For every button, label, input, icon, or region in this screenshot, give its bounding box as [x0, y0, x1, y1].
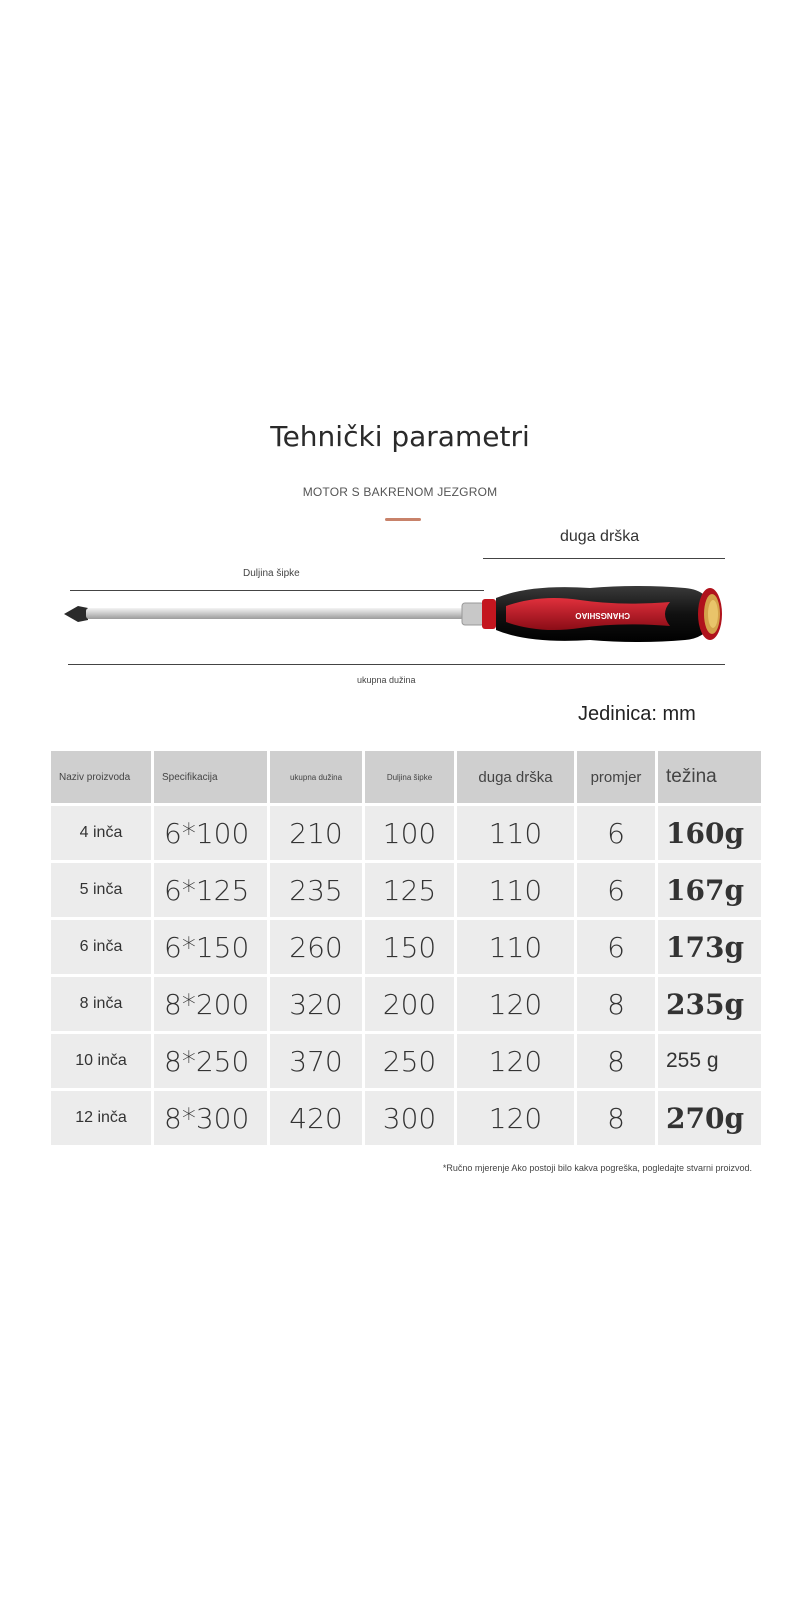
cell-spec: 8*200	[154, 977, 267, 1031]
ferrule	[462, 603, 484, 625]
cell-weight: 167g	[658, 863, 761, 917]
page-subtitle: MOTOR S BAKRENOM JEZGROM	[302, 485, 498, 499]
cell-handle: 110	[457, 806, 574, 860]
unit-label: Jedinica: mm	[578, 703, 696, 725]
cell-name: 10 inča	[51, 1034, 151, 1088]
cell-diameter: 6	[577, 920, 655, 974]
total-length-label: ukupna dužina	[357, 675, 416, 685]
cell-diameter: 6	[577, 806, 655, 860]
cell-name: 12 inča	[51, 1091, 151, 1145]
table-row	[51, 920, 761, 974]
handle-length-label: duga drška	[560, 528, 640, 545]
screwdriver-image	[60, 578, 740, 658]
cell-diameter: 6	[577, 863, 655, 917]
cell-handle: 110	[457, 863, 574, 917]
cell-weight: 270g	[658, 1091, 761, 1145]
accent-divider	[385, 518, 421, 521]
shaft	[86, 608, 464, 619]
cell-total: 370	[270, 1034, 362, 1088]
table-row	[51, 806, 761, 860]
table-row	[51, 1034, 761, 1088]
cell-shaft: 125	[365, 863, 454, 917]
cell-handle: 120	[457, 1091, 574, 1145]
cell-spec: 8*250	[154, 1034, 267, 1088]
header-handle-length: duga drška	[457, 751, 574, 803]
cell-spec: 6*100	[154, 806, 267, 860]
header-product-name: Naziv proizvoda	[51, 751, 151, 803]
cell-name: 5 inča	[51, 863, 151, 917]
cell-shaft: 250	[365, 1034, 454, 1088]
cell-total: 210	[270, 806, 362, 860]
cell-name: 6 inča	[51, 920, 151, 974]
header-total-length: ukupna dužina	[270, 751, 362, 803]
header-shaft-length: Duljina šipke	[365, 751, 454, 803]
header-specification: Specifikacija	[154, 751, 267, 803]
bolster	[482, 599, 496, 629]
cell-weight: 160g	[658, 806, 761, 860]
brand-logo: CHANGSHIAO	[575, 611, 630, 620]
table-header-row	[51, 751, 761, 803]
table-row	[51, 977, 761, 1031]
header-weight: težina	[658, 751, 761, 803]
phillips-tip	[64, 606, 88, 622]
cell-weight: 255 g	[658, 1034, 761, 1088]
cell-diameter: 8	[577, 1034, 655, 1088]
cell-shaft: 150	[365, 920, 454, 974]
cell-handle: 120	[457, 977, 574, 1031]
header-diameter: promjer	[577, 751, 655, 803]
cell-shaft: 300	[365, 1091, 454, 1145]
handle-dimension-line	[483, 558, 725, 559]
cell-weight: 235g	[658, 977, 761, 1031]
table-row	[51, 863, 761, 917]
cell-weight: 173g	[658, 920, 761, 974]
cell-name: 8 inča	[51, 977, 151, 1031]
cell-handle: 110	[457, 920, 574, 974]
cell-shaft: 200	[365, 977, 454, 1031]
cell-spec: 6*125	[154, 863, 267, 917]
cell-diameter: 8	[577, 1091, 655, 1145]
cell-name: 4 inča	[51, 806, 151, 860]
spec-table	[48, 748, 764, 1148]
page-title: Tehnički parametri	[270, 420, 530, 453]
cell-handle: 120	[457, 1034, 574, 1088]
cell-total: 420	[270, 1091, 362, 1145]
table-row	[51, 1091, 761, 1145]
footnote: *Ručno mjerenje Ako postoji bilo kakva pogreška, pogledajte stvarni proizvod.	[442, 1163, 752, 1173]
cell-total: 235	[270, 863, 362, 917]
cell-total: 260	[270, 920, 362, 974]
shaft-length-label: Duljina šipke	[243, 568, 300, 579]
total-dimension-line	[68, 664, 725, 665]
cell-spec: 8*300	[154, 1091, 267, 1145]
cell-shaft: 100	[365, 806, 454, 860]
cell-diameter: 8	[577, 977, 655, 1031]
cell-total: 320	[270, 977, 362, 1031]
cell-spec: 6*150	[154, 920, 267, 974]
